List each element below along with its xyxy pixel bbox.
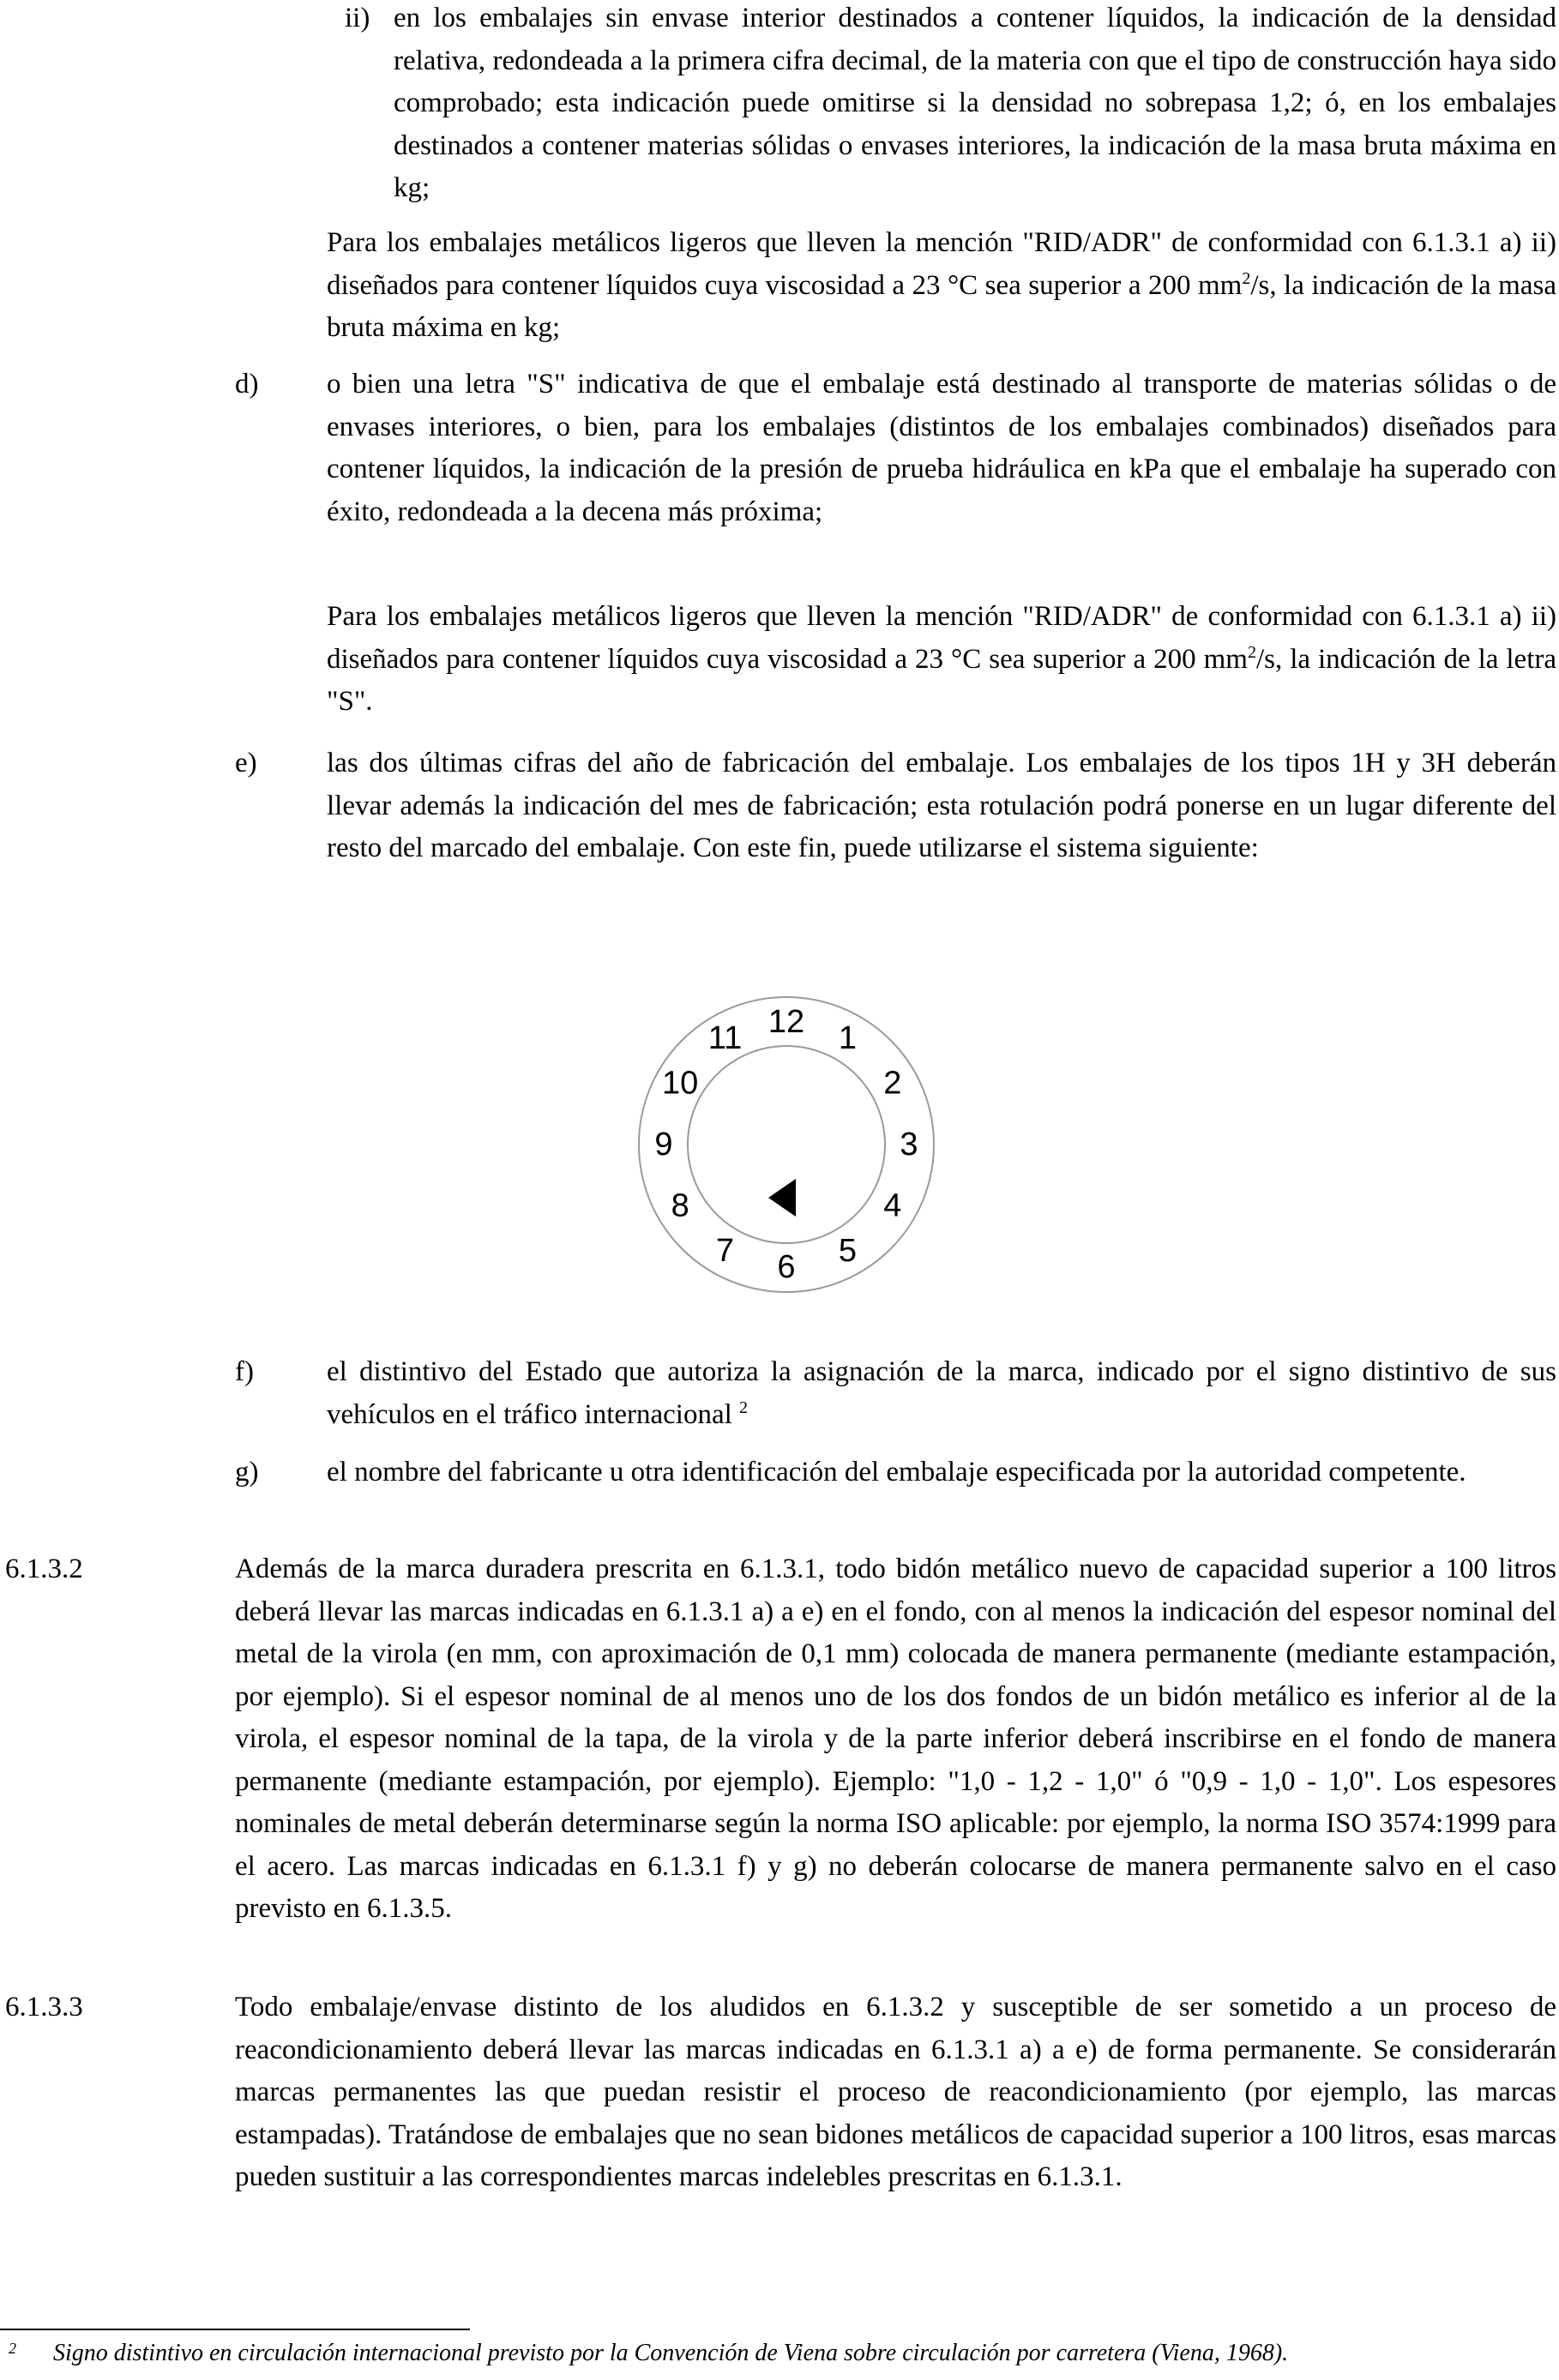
item-f-text: el distintivo del Estado que autoriza la asignación de la marca, indicado por el signo distintivo de sus vehículos en el tráfico internacional $^2$: [327, 1356, 1556, 1430]
note-light-metal-mass: Para los embalajes metálicos ligeros que lleven la mención "RID/ADR" de conformidad con 6.1.3.1 a) ii) diseñados para contener líquidos cuya viscosidad a 23 °C sea superior a 200 $mm^2/s$, la indicación de la masa bruta máxima en kg;: [327, 227, 1556, 343]
dial-inner-circle: [688, 1046, 885, 1243]
item-ii-text: en los embalajes sin envase interior destinados a contener líquidos, la indicación de la densidad relativa, redondeada a la primera cifra decimal, de la materia con que el tipo de construcción haya sido comprobado; esta indicación puede omitirse si la densidad no sobrepasa 1,2; ó, en los embalajes destinados a contener materias sólidas o envases interiores, la indicación de la masa bruta máxima en kg;: [394, 3, 1556, 203]
dial-number-9: 9: [654, 1127, 673, 1163]
section-text-6-1-3-2: Además de la marca duradera prescrita en 6.1.3.1, todo bidón metálico nuevo de capacidad superior a 100 litros deberá llevar las marcas indicadas en 6.1.3.1 a) a e) en el fondo, con al menos la indicación del espesor nominal del metal de la virola (en mm, con aproximación de 0,1 mm) colocada de manera permanente (mediante estampación, por ejemplo). Si el espesor nominal de al menos uno de los dos fondos de un bidón metálico es inferior al de la virola, el espesor nominal de la tapa, de la virola y de la parte inferior deberá inscribirse en el fondo de manera permanente (mediante estampación, por ejemplo). Ejemplo: "1,0 - 1,2 - 1,0" ó "0,9 - 1,0 - 1,0". Los espesores nominales de metal deberán determinarse según la norma ISO aplicable: por ejemplo, la norma ISO 3574:1999 para el acero. Las marcas indicadas en 6.1.3.1 f) y g) no deberán colocarse de manera permanente salvo en el caso previsto en 6.1.3.5.: [235, 1554, 1556, 1924]
section-text-6-1-3-3: Todo embalaje/envase distinto de los aludidos en 6.1.3.2 y susceptible de ser sometido a un proceso de reacondicionamiento deberá llevar las marcas indicadas en 6.1.3.1 a) a e) de forma permanente. Se considerarán marcas permanentes las que puedan resistir el proceso de reacondicionamiento (por ejemplo, las marcas estampadas). Tratándose de embalajes que no sean bidones metálicos de capacidad superior a 100 litros, esas marcas pueden sustituir a las correspondientes marcas indelebles prescritas en 6.1.3.1.: [235, 1992, 1556, 2192]
footnote-text: Signo distintivo en circulación internacional previsto por la Convención de Viena sobre circulación por carretera (Viena, 1968).: [53, 2340, 1289, 2366]
dial-number-12: 12: [767, 1004, 805, 1040]
item-e-text: las dos últimas cifras del año de fabricación del embalaje. Los embalajes de los tipos 1H y 3H deberán llevar además la indicación del mes de fabricación; esta rotulación podrá ponerse en un lugar diferente del resto del marcado del embalaje. Con este fin, puede utilizarse el sistema siguiente:: [327, 748, 1556, 863]
dial-number-3: 3: [900, 1127, 918, 1163]
dial-number-6: 6: [777, 1249, 796, 1285]
dial-number-1: 1: [838, 1020, 858, 1057]
item-g-text: el nombre del fabricante u otra identificación del embalaje especificada por la autoridad competente.: [327, 1457, 1466, 1488]
item-e-label: e): [235, 748, 257, 778]
dial-number-5: 5: [838, 1232, 858, 1269]
dial-number-11: 11: [707, 1020, 743, 1057]
item-d-text: o bien una letra "S" indicativa de que el embalaje está destinado al transporte de materias sólidas o de envases interiores, o bien, para los embalajes (distintos de los embalajes combinados) diseñados para contener líquidos, la indicación de la presión de prueba hidráulica en kPa que el embalaje ha superado con éxito, redondeada a la decena más próxima;: [327, 369, 1556, 527]
section-number-6-1-3-3: 6.1.3.3: [5, 1992, 83, 2022]
item-g-label: g): [235, 1457, 259, 1488]
dial-outer-circle: [639, 997, 934, 1292]
footnote-ref[interactable]: 2: [739, 1397, 749, 1417]
footnote-mark: 2: [9, 2340, 16, 2357]
section-number-6-1-3-2: 6.1.3.2: [5, 1554, 83, 1584]
item-ii-label: ii): [345, 3, 370, 33]
dial-pointer-arrow: [768, 1179, 796, 1217]
item-f-label: f): [235, 1356, 254, 1387]
dial-number-8: 8: [671, 1187, 689, 1224]
dial-number-2: 2: [883, 1065, 902, 1102]
month-dial-diagram: [617, 960, 960, 1320]
note-light-metal-letter-s: Para los embalajes metálicos ligeros que lleven la mención "RID/ADR" de conformidad con 6.1.3.1 a) ii) diseñados para contener líquidos cuya viscosidad a 23 °C sea superior a 200 $mm^2/s$, la indicación de la letra "S".: [327, 601, 1556, 717]
item-d-label: d): [235, 369, 259, 400]
dial-number-4: 4: [883, 1187, 902, 1224]
footnote-separator: [0, 2329, 470, 2330]
dial-number-10: 10: [662, 1065, 699, 1102]
dial-number-7: 7: [715, 1232, 735, 1269]
